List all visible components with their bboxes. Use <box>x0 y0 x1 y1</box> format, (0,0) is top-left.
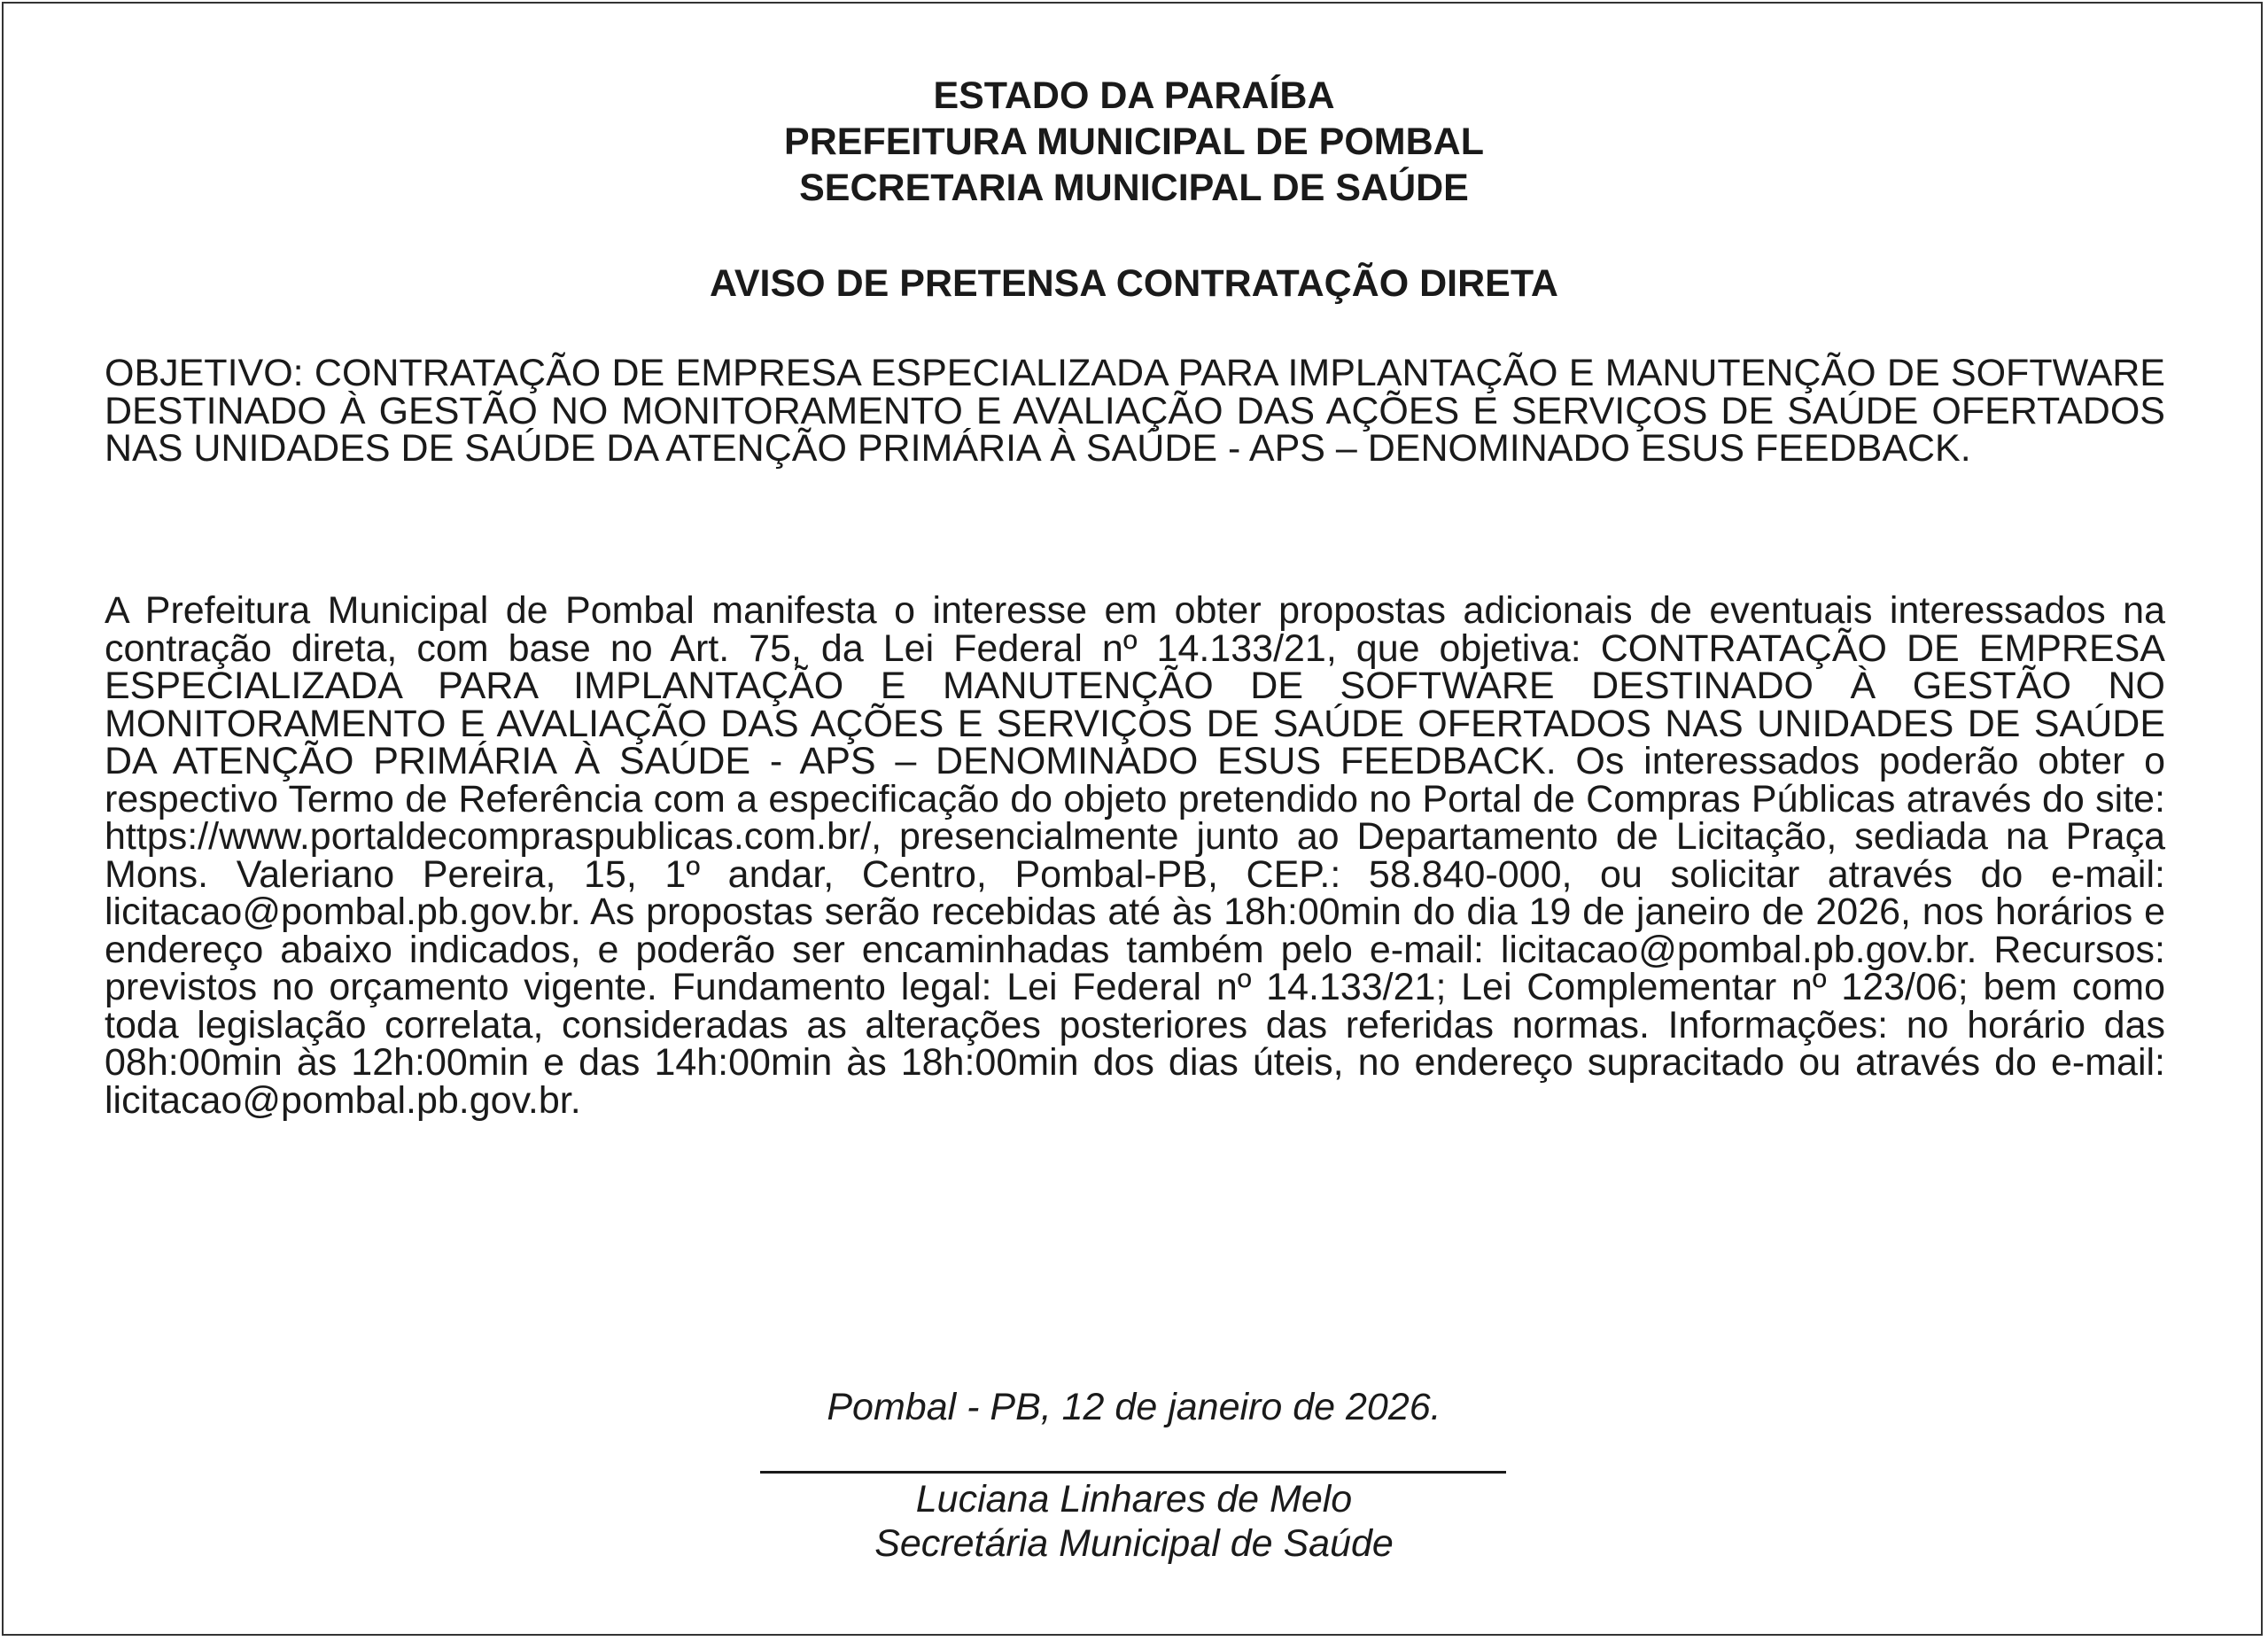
signatory-name: Luciana Linhares de Melo <box>915 1478 1353 1520</box>
place-and-date: Pombal - PB, 12 de janeiro de 2026. <box>827 1386 1441 1428</box>
signatory-role: Secretária Municipal de Saúde <box>874 1522 1394 1565</box>
objective-paragraph: OBJETIVO: CONTRATAÇÃO DE EMPRESA ESPECIALIZADA PARA IMPLANTAÇÃO E MANUTENÇÃO DE SOFTWARE DESTINADO À GESTÃO NO MONITORAMENTO E AVALIAÇÃO DAS AÇÕES E SERVIÇOS DE SAÚDE OFERTADOS NAS UNIDADES DE SAÚDE DA ATENÇÃO PRIMÁRIA À SAÚDE - APS – DENOMINADO ESUS FEEDBACK. <box>105 352 2165 470</box>
notice-title: AVISO DE PRETENSA CONTRATAÇÃO DIRETA <box>710 262 1558 305</box>
notice-body-paragraph: A Prefeitura Municipal de Pombal manifesta o interesse em obter propostas adicionais de eventuais interessados na contração direta, com base no Art. 75, da Lei Federal nº 14.133/21, que objetiva: CONTRATAÇÃO DE EMPRESA ESPECIALIZADA PARA IMPLANTAÇÃO E MANUTENÇÃO DE SOFTWARE DESTINADO À GESTÃO NO MONITORAMENTO E AVALIAÇÃO DAS AÇÕES E SERVIÇOS DE SAÚDE OFERTADOS NAS UNIDADES DE SAÚDE DA ATENÇÃO PRIMÁRIA À SAÚDE - APS – DENOMINADO ESUS FEEDBACK. Os interessados poderão obter o respectivo Termo de Referência com a especificação do objeto pretendido no Portal de Compras Públicas através do site: https://www.portaldecompraspublicas.com.br/, presencialmente junto ao Departamento de Licitação, sediada na Praça Mons. Valeriano Pereira, 15, 1º andar, Centro, Pombal-PB, CEP.: 58.840-000, ou solicitar através do e-mail: licitacao@pombal.pb.gov.br. As propostas serão recebidas até às 18h:00min do dia 19 de janeiro de 2026, nos horários e endereço abaixo indicados, e poderão ser encaminhadas também pelo e-mail: licitacao@pombal.pb.gov.br. Recursos: previstos no orçamento vigente. Fundamento legal: Lei Federal nº 14.133/21; Lei Complementar nº 123/06; bem como toda legislação correlata, consideradas as alterações posteriores das referidas normas. Informações: no horário das 08h:00min às 12h:00min e das 14h:00min às 18h:00min dos dias úteis, no endereço supracitado ou através do e-mail: licitacao@pombal.pb.gov.br. <box>105 589 2165 1122</box>
department-name: SECRETARIA MUNICIPAL DE SAÚDE <box>799 167 1469 209</box>
document-header <box>0 73 2268 211</box>
state-name: ESTADO DA PARAÍBA <box>933 74 1335 117</box>
signature-line <box>760 1471 1506 1474</box>
city-hall-name: PREFEITURA MUNICIPAL DE POMBAL <box>784 121 1484 163</box>
